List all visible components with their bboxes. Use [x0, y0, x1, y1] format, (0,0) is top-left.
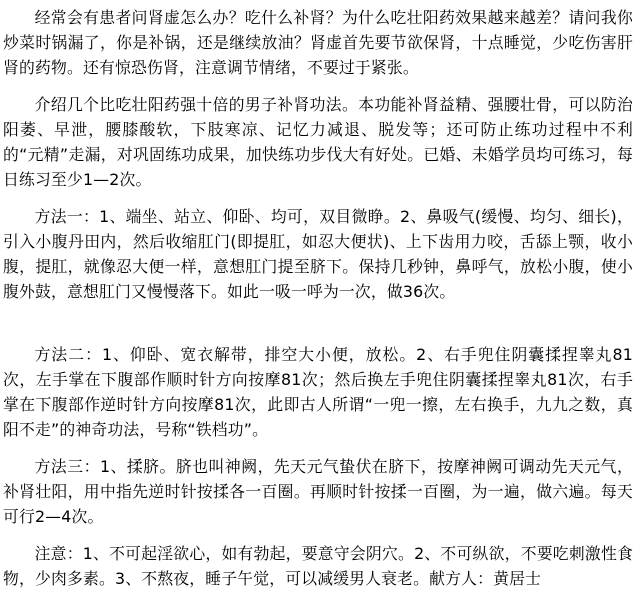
paragraph-spacer	[3, 442, 633, 454]
intro-paragraph: 经常会有患者问肾虚怎么办？吃什么补肾？为什么吃壮阳药效果越来越差？请问我你炒菜时锅漏了，你是补锅，还是继续放油？肾虚首先要节欲保肾，十点睡觉，少吃伤害肝肾的药物。还有惊恐伤肾，注意调节情绪，不要过于紧张。	[3, 8, 633, 77]
method-one-paragraph: 方法一：1、端坐、站立、仰卧、均可，双目微睁。2、鼻吸气(缓慢、均匀、细长)，引入小腹丹田内，然后收缩肛门(即提肛，如忍大便状)、上下齿用力咬，舌舔上颚，收小腹，提肛，就像忍大便一样，意想肛门提至脐下。保持几秒钟，鼻呼气，放松小腹，使小腹外鼓，意想肛门又慢慢落下。如此一吸一呼为一次，做36次。	[3, 207, 633, 301]
notes-paragraph: 注意：1、不可起淫欲心，如有勃起，要意守会阴穴。2、不可纵欲，不要吃刺激性食物，少肉多素。3、不熬夜，睡子午觉，可以减缓男人衰老。献方人：黄居士	[3, 544, 633, 588]
method-two-paragraph: 方法二：1、仰卧、宽衣解带，排空大小便，放松。2、右手兜住阴囊揉捏睾丸81次，左手掌在下腹部作顺时针方向按摩81次；然后换左手兜住阴囊揉捏睾丸81次，右手掌在下腹部作逆时针方向按摩81次，此即古人所谓“一兜一擦，左右换手，九九之数，真阳不走”的神奇功法，号称“铁档功”。	[3, 345, 633, 439]
paragraph-spacer	[3, 192, 633, 204]
paragraph-spacer	[3, 529, 633, 541]
method-overview-paragraph: 介绍几个比吃壮阳药强十倍的男子补肾功法。本功能补肾益精、强腰壮骨，可以防治阳萎、早泄，腰膝酸软，下肢寒凉、记忆力减退、脱发等；还可防止练功过程中不利的“元精”走漏，对巩固练功成果，加快练功步伐大有好处。已婚、未婚学员均可练习，每日练习至少1—2次。	[3, 95, 633, 189]
article-body	[3, 5, 633, 591]
paragraph-spacer	[3, 304, 633, 342]
method-three-paragraph: 方法三：1、揉脐。脐也叫神阙，先天元气蛰伏在脐下，按摩神阙可调动先天元气，补肾壮阳，用中指先逆时针按揉各一百圈。再顺时针按揉一百圈，为一遍，做六遍。每天可行2—4次。	[3, 457, 633, 526]
paragraph-spacer	[3, 80, 633, 92]
